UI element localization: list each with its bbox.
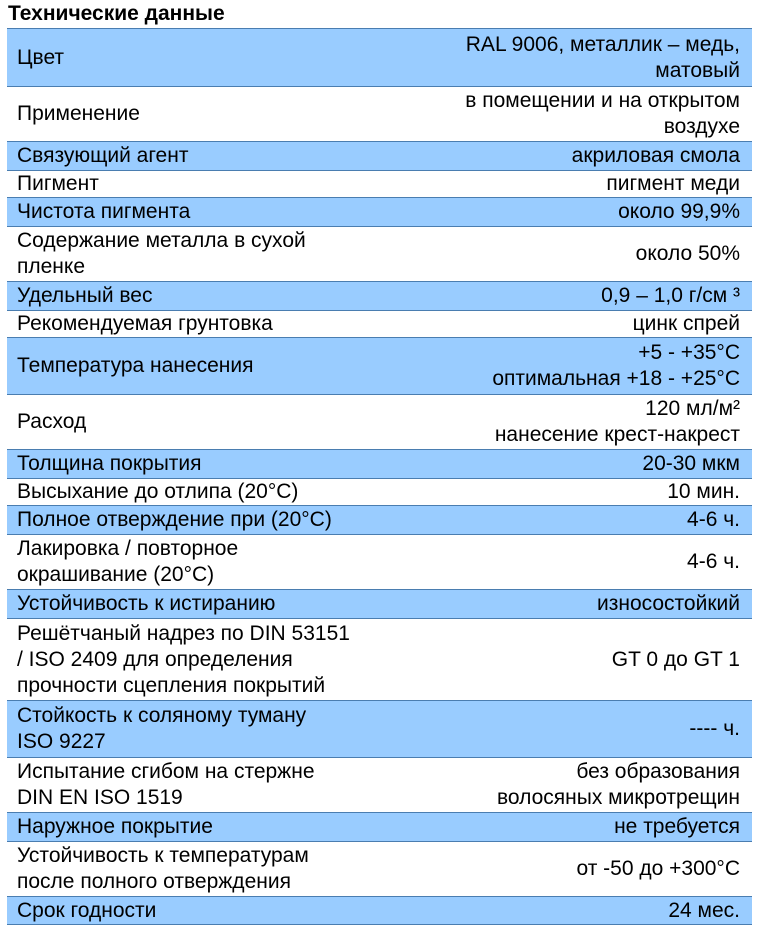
table-row [7, 479, 752, 506]
row-value [422, 619, 752, 701]
row-value-line: 120 мл/м² [645, 397, 740, 420]
table-row [7, 29, 752, 87]
row-label [7, 198, 422, 227]
row-value [422, 479, 752, 506]
table-row [7, 842, 752, 897]
row-label-line: Полное отверждение при (20°C) [17, 508, 332, 531]
row-value [422, 758, 752, 813]
row-label-line: пленке [17, 255, 86, 278]
row-label-line: прочности сцепления покрытий [17, 673, 326, 697]
table-row [7, 142, 752, 171]
row-label-line: Лакировка / повторное [17, 537, 239, 560]
row-value-line: около 50% [635, 242, 740, 265]
row-label [7, 701, 422, 758]
row-label [7, 142, 422, 171]
page-title: Технические данные [8, 2, 225, 25]
row-value-line: 10 мин. [667, 480, 740, 503]
table-row [7, 897, 752, 925]
row-value [422, 171, 752, 198]
row-value [422, 338, 752, 395]
row-value-line: от -50 до +300°C [576, 857, 740, 880]
row-label [7, 619, 422, 701]
row-value-line: 24 мес. [668, 898, 740, 922]
row-value-line: около 99,9% [618, 200, 740, 223]
row-label-line: Чистота пигмента [17, 200, 191, 223]
row-label-line: Решётчаный надрез по DIN 53151 [17, 621, 350, 645]
row-value-line: пигмент меди [606, 172, 740, 195]
table-row [7, 87, 752, 142]
row-label-line: Устойчивость к температурам [17, 844, 309, 867]
technical-data-table [7, 28, 752, 925]
row-value-line: RAL 9006, металлик – медь, [465, 32, 740, 56]
table-row [7, 395, 752, 450]
table-row [7, 701, 752, 758]
table-row [7, 227, 752, 282]
row-label-line: / ISO 2409 для определения [17, 647, 293, 671]
row-label [7, 87, 422, 142]
row-value [422, 535, 752, 590]
row-value [422, 311, 752, 338]
row-value [422, 506, 752, 535]
row-label [7, 311, 422, 338]
row-label [7, 897, 422, 925]
technical-data-table-body [7, 29, 752, 925]
row-value-line: 4-6 ч. [687, 508, 740, 531]
row-value-line: 0,9 – 1,0 г/см ³ [601, 284, 740, 307]
row-label-line: Устойчивость к истиранию [17, 592, 276, 615]
row-value [422, 87, 752, 142]
row-label-line: после полного отверждения [17, 870, 291, 893]
row-label-line: DIN EN ISO 1519 [17, 786, 183, 809]
row-label-line: Расход [17, 410, 87, 433]
row-label-line: окрашивание (20°C) [17, 563, 215, 586]
row-value-line: волосяных микротрещин [496, 786, 740, 809]
row-label-line: Цвет [17, 45, 65, 69]
row-label [7, 171, 422, 198]
table-row [7, 813, 752, 842]
table-row [7, 535, 752, 590]
row-label-line: Наружное покрытие [17, 815, 213, 838]
row-label [7, 535, 422, 590]
table-row [7, 198, 752, 227]
row-label [7, 813, 422, 842]
row-value-line: 4-6 ч. [687, 550, 740, 573]
row-value [422, 701, 752, 758]
row-value-line: оптимальная +18 - +25°C [492, 367, 740, 390]
row-label [7, 450, 422, 479]
row-label [7, 590, 422, 619]
row-label-line: Испытание сгибом на стержне [17, 760, 315, 783]
row-label-line: Толщина покрытия [17, 452, 202, 475]
row-label [7, 282, 422, 311]
row-label-line: Содержание металла в сухой [17, 229, 306, 252]
row-value-line: цинк спрей [632, 312, 740, 335]
row-label [7, 506, 422, 535]
row-label [7, 758, 422, 813]
table-row [7, 619, 752, 701]
table-row [7, 282, 752, 311]
table-row [7, 311, 752, 338]
row-value-line: износостойкий [597, 592, 740, 615]
row-label-line: Рекомендуемая грунтовка [17, 312, 273, 335]
table-row [7, 758, 752, 813]
row-value [422, 198, 752, 227]
row-value [422, 842, 752, 897]
row-value-line: ---- ч. [689, 717, 740, 740]
row-label-line: Пигмент [17, 172, 99, 195]
row-value [422, 897, 752, 925]
row-value-line: не требуется [614, 815, 740, 838]
row-label-line: Удельный вес [17, 284, 153, 307]
row-value-line: матовый [655, 58, 740, 82]
row-value [422, 450, 752, 479]
row-value-line: акриловая смола [571, 144, 740, 167]
row-label-line: Стойкость к соляному туману [17, 704, 307, 727]
row-label-line: ISO 9227 [17, 730, 106, 753]
table-row [7, 506, 752, 535]
row-value [422, 395, 752, 450]
row-value [422, 590, 752, 619]
row-value-line: GT 0 до GT 1 [611, 647, 740, 671]
row-label [7, 227, 422, 282]
row-value-line: нанесение крест-накрест [494, 423, 740, 446]
row-value-line: без образования [576, 760, 740, 783]
table-row [7, 450, 752, 479]
row-label [7, 395, 422, 450]
table-row [7, 171, 752, 198]
row-value [422, 29, 752, 87]
row-label-line: Связующий агент [17, 144, 189, 167]
row-label [7, 338, 422, 395]
row-value [422, 282, 752, 311]
row-label-line: Срок годности [17, 898, 157, 922]
row-value-line: воздухе [663, 115, 740, 138]
row-label [7, 479, 422, 506]
row-label-line: Высыхание до отлипа (20°C) [17, 480, 299, 503]
row-value-line: в помещении и на открытом [465, 89, 740, 112]
row-value [422, 227, 752, 282]
row-label-line: Применение [17, 102, 140, 125]
row-label [7, 842, 422, 897]
row-label-line: Температура нанесения [17, 354, 254, 377]
row-value [422, 142, 752, 171]
row-label [7, 29, 422, 87]
table-row [7, 590, 752, 619]
row-value-line: 20-30 мкм [642, 452, 740, 475]
row-value-line: +5 - +35°C [638, 341, 740, 364]
table-row [7, 338, 752, 395]
row-value [422, 813, 752, 842]
